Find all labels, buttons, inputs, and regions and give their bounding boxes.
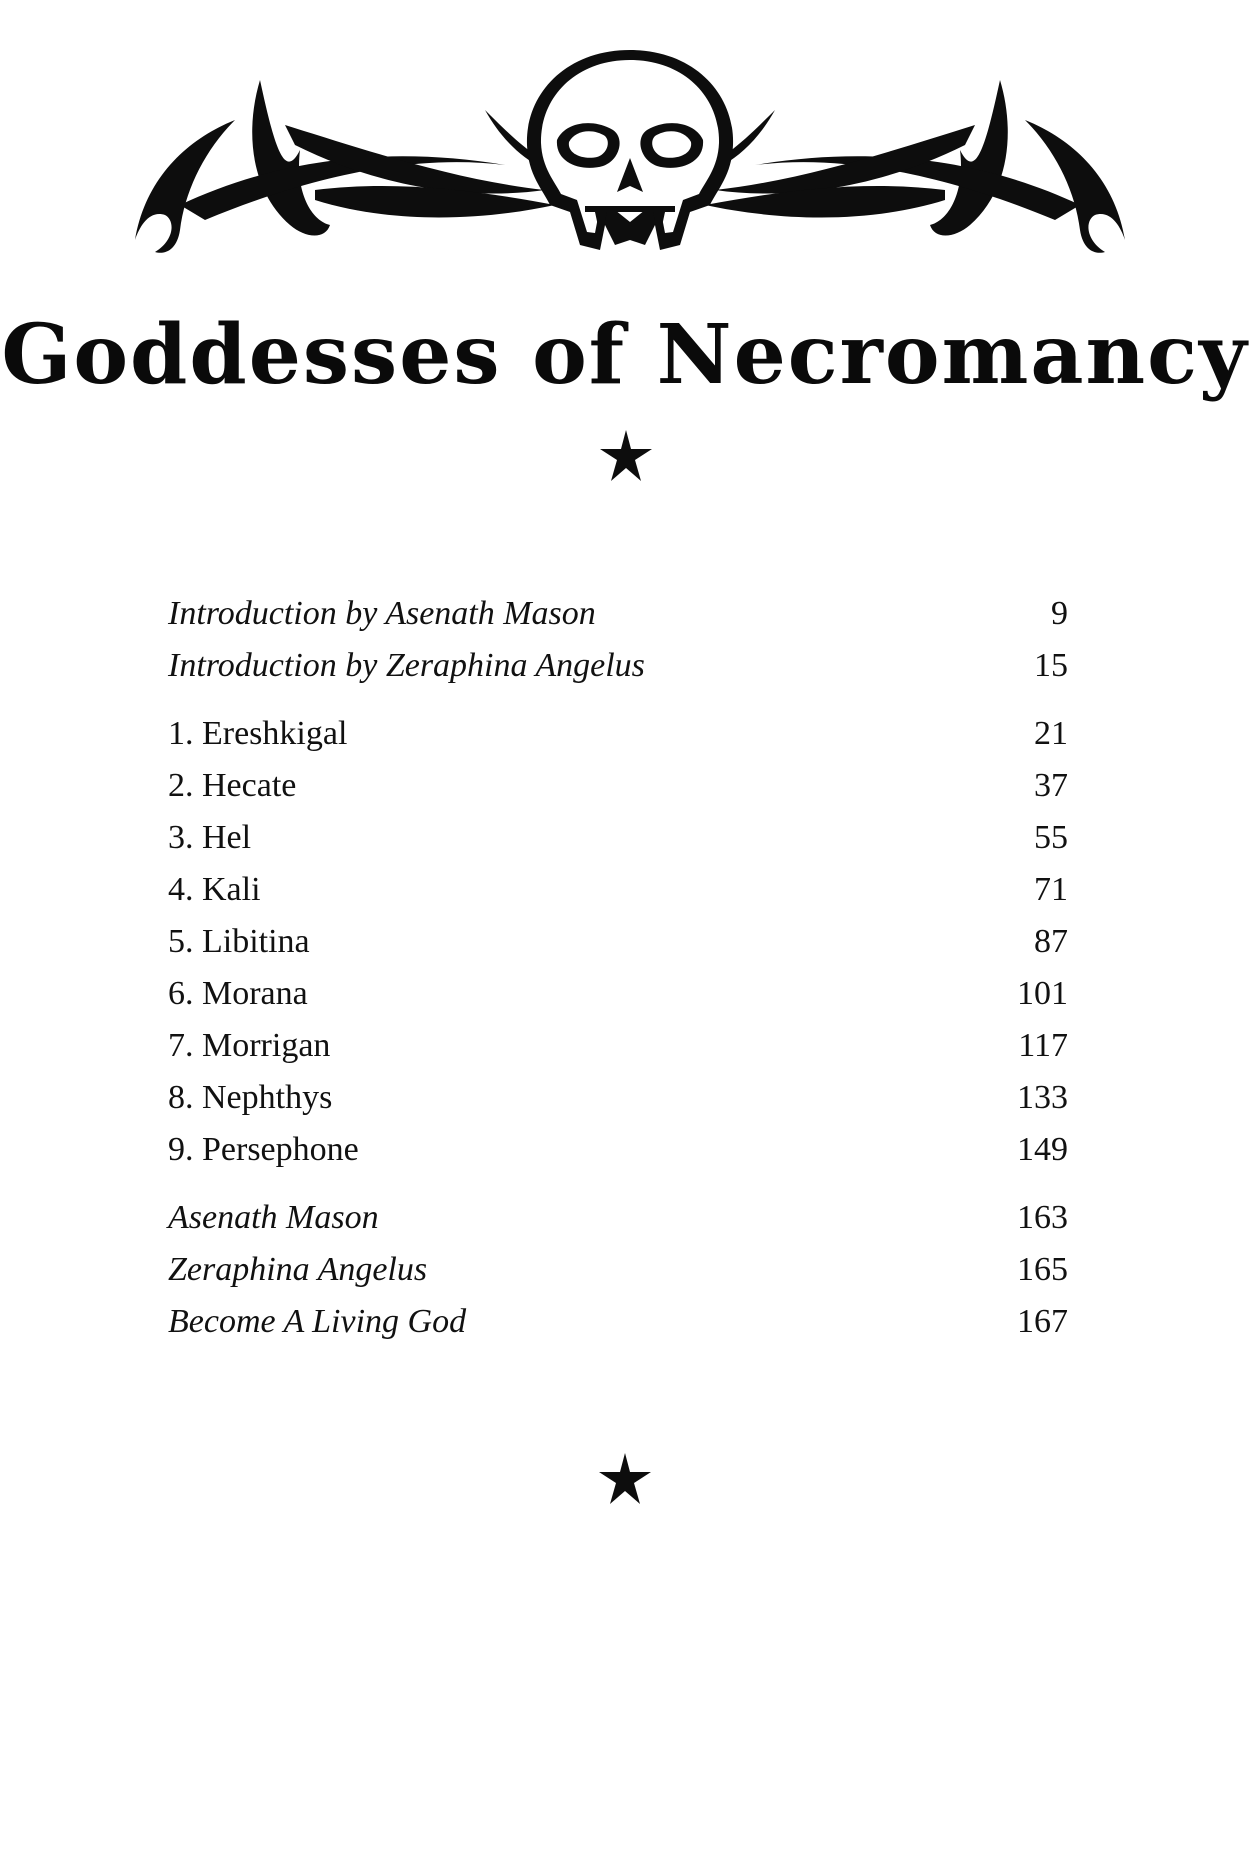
- toc-entry-page: 15: [1034, 647, 1068, 684]
- toc-entry[interactable]: [168, 1192, 1068, 1244]
- pentagram-star-icon: [597, 1451, 653, 1507]
- toc-entry[interactable]: [168, 916, 1068, 968]
- skull-with-tribal-wings-icon: [125, 40, 1135, 275]
- toc-entry-page: 101: [1017, 975, 1068, 1012]
- section-spacer: [168, 1176, 1068, 1192]
- toc-entry-page: 71: [1034, 871, 1068, 908]
- toc-entry[interactable]: [168, 1244, 1068, 1296]
- toc-entry-title: 5. Libitina: [168, 923, 310, 960]
- toc-entry[interactable]: [168, 708, 1068, 760]
- toc-entry[interactable]: [168, 1296, 1068, 1348]
- toc-entry-title: 6. Morana: [168, 975, 308, 1012]
- toc-entry[interactable]: [168, 864, 1068, 916]
- table-of-contents: [168, 588, 1068, 1348]
- toc-entry-page: 167: [1017, 1303, 1068, 1340]
- toc-entry[interactable]: [168, 1072, 1068, 1124]
- toc-entry-page: 9: [1051, 595, 1068, 632]
- introductions-section: [168, 588, 1068, 692]
- toc-entry-page: 163: [1017, 1199, 1068, 1236]
- toc-entry[interactable]: [168, 640, 1068, 692]
- toc-entry-page: 87: [1034, 923, 1068, 960]
- toc-entry-page: 117: [1018, 1027, 1068, 1064]
- toc-entry-page: 55: [1034, 819, 1068, 856]
- toc-entry[interactable]: [168, 1124, 1068, 1176]
- toc-entry-title: 8. Nephthys: [168, 1079, 333, 1116]
- toc-entry[interactable]: [168, 812, 1068, 864]
- back-matter-section: [168, 1192, 1068, 1348]
- toc-entry-page: 149: [1017, 1131, 1068, 1168]
- toc-entry[interactable]: [168, 1020, 1068, 1072]
- book-title: Goddesses of Necromancy: [1, 307, 1249, 403]
- toc-entry-title: Introduction by Zeraphina Angelus: [168, 647, 645, 684]
- toc-entry-title: 3. Hel: [168, 819, 252, 856]
- toc-entry-page: 165: [1017, 1251, 1068, 1288]
- toc-entry-page: 133: [1017, 1079, 1068, 1116]
- toc-entry-title: Zeraphina Angelus: [168, 1251, 428, 1288]
- toc-entry-title: 4. Kali: [168, 871, 261, 908]
- toc-entry-title: 7. Morrigan: [168, 1027, 331, 1064]
- toc-entry-title: 1. Ereshkigal: [168, 715, 348, 752]
- toc-entry-page: 37: [1034, 767, 1068, 804]
- toc-entry-title: 2. Hecate: [168, 767, 297, 804]
- chapters-section: [168, 708, 1068, 1176]
- toc-entry-title: Asenath Mason: [168, 1199, 379, 1236]
- toc-entry-title: Introduction by Asenath Mason: [168, 595, 596, 632]
- pentagram-star-icon: [598, 428, 654, 484]
- section-spacer: [168, 692, 1068, 708]
- toc-entry[interactable]: [168, 588, 1068, 640]
- toc-entry-title: 9. Persephone: [168, 1131, 359, 1168]
- toc-entry[interactable]: [168, 968, 1068, 1020]
- toc-entry-title: Become A Living God: [168, 1303, 467, 1340]
- toc-entry[interactable]: [168, 760, 1068, 812]
- toc-entry-page: 21: [1034, 715, 1068, 752]
